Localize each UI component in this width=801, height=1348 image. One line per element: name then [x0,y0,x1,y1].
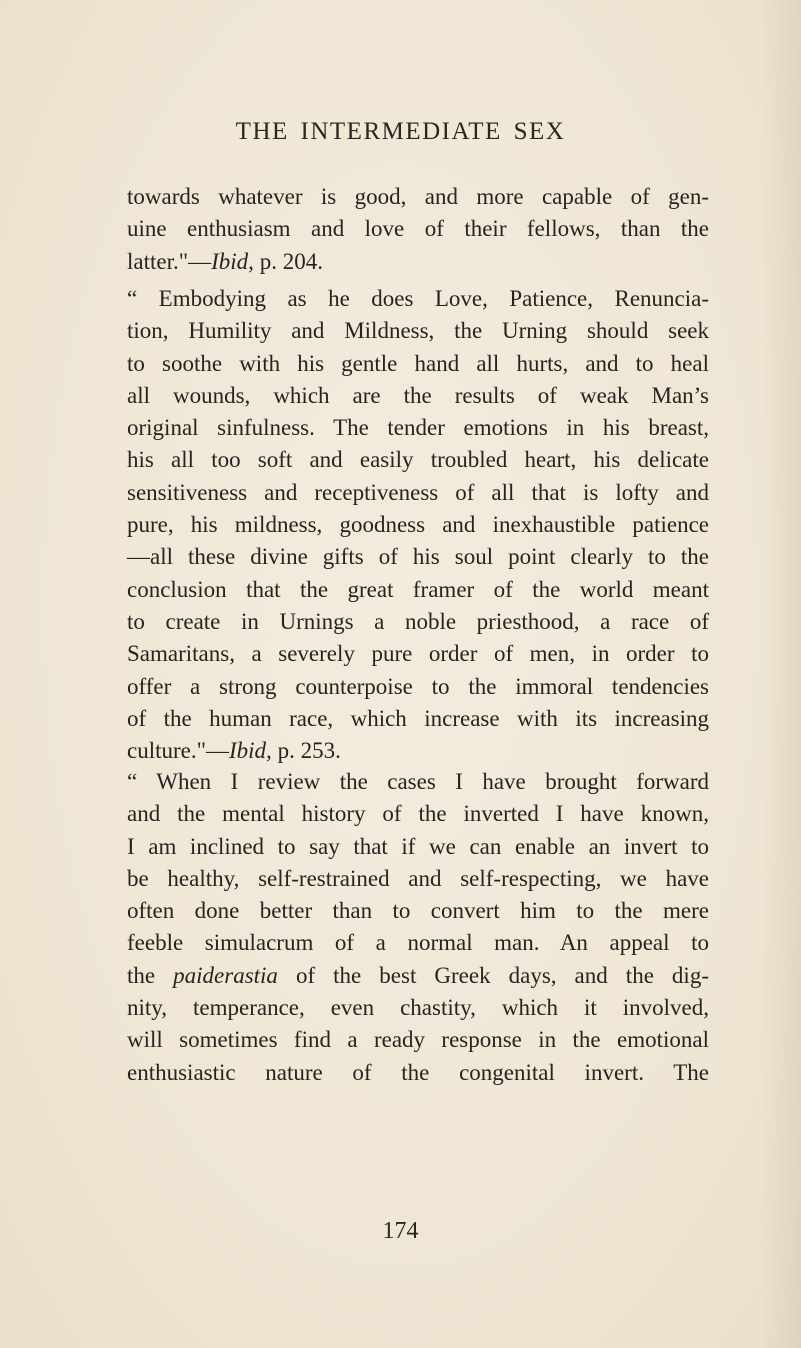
text-line: be healthy, self-restrained and self-respecting, we have [127,865,709,891]
page-edge-shadow [761,0,801,1348]
text-line: I am inclined to say that if we can enable an invert to [127,833,709,859]
paragraph-3 [127,766,709,1089]
citation-text: latter."— [127,248,212,274]
text-line: will sometimes find a ready response in the emotional [127,1027,709,1053]
text-line: often done better than to convert him to the mere [127,898,709,924]
citation-line [127,246,709,278]
citation-page: p. 204. [253,248,323,274]
citation-text: culture."— [127,738,229,764]
text-line: nity, temperance, even chastity, which it involved, [127,995,709,1021]
text-line: Samaritans, a severely pure order of men, in order to [127,641,709,667]
text-line: conclusion that the great framer of the world meant [127,576,709,602]
running-head: THE INTERMEDIATE SEX [235,118,566,145]
text-line: to create in Urnings a noble priesthood, a race of [127,608,709,634]
text-line: to soothe with his gentle hand all hurts, and to heal [127,350,709,376]
text-line: all wounds, which are the results of weak Man’s [127,382,709,408]
text-line: —all these divine gifts of his soul point clearly to the [127,544,709,570]
text-segment: the [127,962,174,988]
text-line: feeble simulacrum of a normal man. An appeal to [127,930,709,956]
text-line: offer a strong counterpoise to the immoral tendencies [127,673,709,699]
citation-page: p. 253. [271,738,341,764]
text-segment: of the best Greek days, and the dig- [277,962,709,988]
text-line: his all too soft and easily troubled heart, his delicate [127,447,709,473]
italic-term: paiderastia [173,962,278,988]
text-line: of the human race, which increase with its increasing [127,705,709,731]
citation-ibid: Ibid, [211,248,254,274]
text-line: enthusiastic nature of the congenital invert. The [127,1059,709,1085]
text-line: sensitiveness and receptiveness of all that is lofty and [127,479,709,505]
text-line: uine enthusiasm and love of their fellows, than the [127,216,709,242]
paragraph-1 [127,181,709,278]
text-line: and the mental history of the inverted I have known, [127,801,709,827]
citation-line [127,735,709,767]
text-line: “ Embodying as he does Love, Patience, Renuncia- [127,286,709,311]
text-line: towards whatever is good, and more capable of gen- [127,184,709,209]
page-number: 174 [382,1218,419,1244]
text-line [127,960,709,992]
text-line: “ When I review the cases I have brought forward [127,769,709,794]
paragraph-2 [127,283,709,767]
citation-ibid: Ibid, [229,738,272,764]
text-line: pure, his mildness, goodness and inexhaustible patience [127,512,709,538]
text-line: tion, Humility and Mildness, the Urning should seek [127,318,709,344]
text-line: original sinfulness. The tender emotions in his breast, [127,415,709,441]
